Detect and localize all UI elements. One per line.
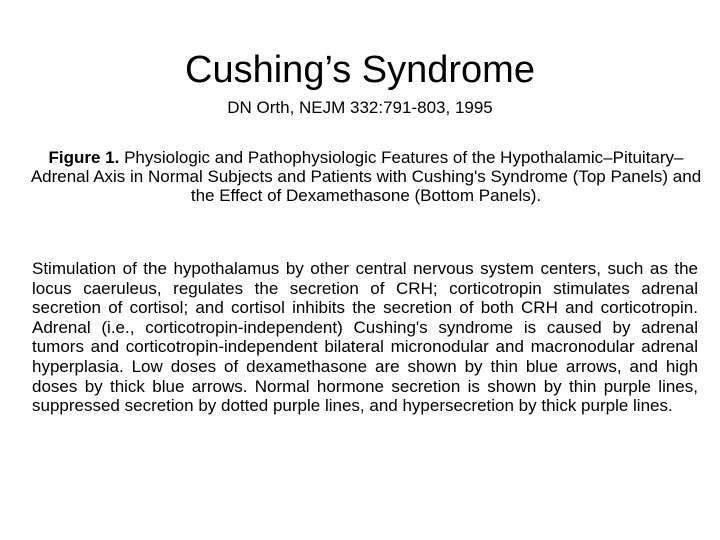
figure-caption-text: Physiologic and Pathophysiologic Features of the Hypothalamic–Pituitary–Adrenal Axis in Normal Subjects and Patients with Cushing's Syndrome (Top Panels) and the Effect of Dexamethasone (Bottom Panels). xyxy=(30,148,702,205)
figure-caption xyxy=(28,148,704,205)
body-paragraph: Stimulation of the hypothalamus by other central nervous system centers, such as the locus caeruleus, regulates the secretion of CRH; corticotropin stimulates adrenal secretion of cortisol; and cortisol inhibits the secretion of both CRH and corticotropin. Adrenal (i.e., corticotropin-independent) Cushing's syndrome is caused by adrenal tumors and corticotropin-independent bilateral micronodular and macronodular adrenal hyperplasia. Low doses of dexamethasone are shown by thin blue arrows, and high doses by thick blue arrows. Normal hormone secretion is shown by thin purple lines, suppressed secretion by dotted purple lines, and hypersecretion by thick purple lines. xyxy=(32,259,698,416)
slide-title: Cushing’s Syndrome xyxy=(185,49,535,91)
figure-label: Figure 1. xyxy=(48,148,120,167)
citation: DN Orth, NEJM 332:791-803, 1995 xyxy=(227,98,493,117)
